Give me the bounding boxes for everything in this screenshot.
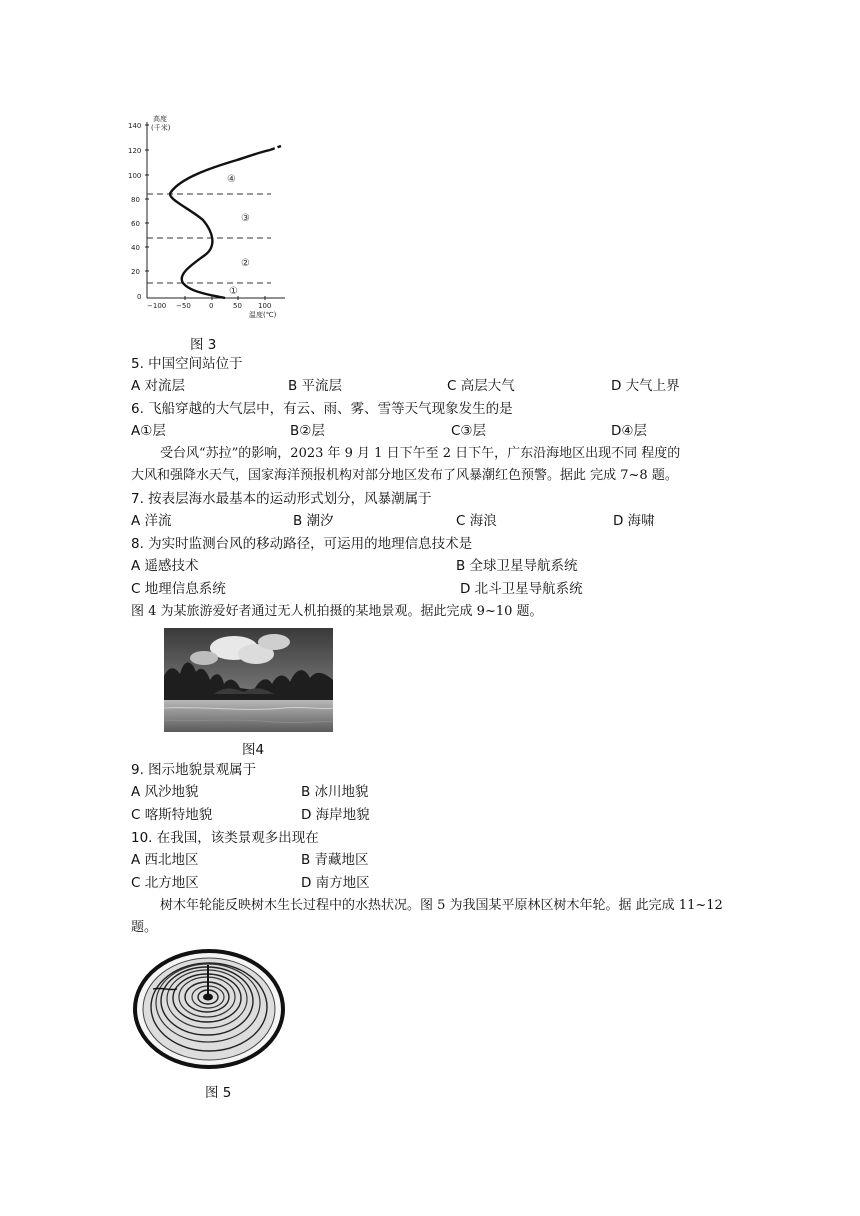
q7-option-c[interactable]: C 海浪 xyxy=(456,513,497,529)
q9-stem: 9. 图示地貌景观属于 xyxy=(131,762,257,778)
q7-option-b[interactable]: B 潮汐 xyxy=(293,513,334,529)
y-tick: 120 xyxy=(128,147,142,155)
x-axis-title: 温度(℃) xyxy=(249,311,277,319)
fig4-photo xyxy=(164,628,333,732)
q10-stem: 10. 在我国，该类景观多出现在 xyxy=(131,830,319,846)
fig3-chart xyxy=(125,112,300,324)
y-tick: 60 xyxy=(131,220,140,228)
y-tick: 40 xyxy=(131,244,140,252)
q7-option-a[interactable]: A 洋流 xyxy=(131,513,172,529)
q9-option-d[interactable]: D 海岸地貌 xyxy=(301,807,370,823)
fig3-caption: 图 3 xyxy=(190,337,217,353)
q6-option-c[interactable]: C③层 xyxy=(451,423,487,439)
passage1-line1: 受台风“苏拉”的影响，2023 年 9 月 1 日下午至 2 日下午，广东沿海地区出现不同 程度的 xyxy=(160,446,681,461)
q6-option-b[interactable]: B②层 xyxy=(290,423,325,439)
x-tick: 50 xyxy=(233,302,242,310)
q5-option-b[interactable]: B 平流层 xyxy=(288,378,343,394)
q10-option-a[interactable]: A 西北地区 xyxy=(131,852,199,868)
y-axis-unit: (千米) xyxy=(151,124,171,132)
passage1-line2: 大风和强降水天气，国家海洋预报机构对部分地区发布了风暴潮红色预警。据此 完成 7~8 题。 xyxy=(131,468,678,483)
q7-stem: 7. 按表层海水最基本的运动形式划分，风暴潮属于 xyxy=(131,491,432,507)
q5-option-a[interactable]: A 对流层 xyxy=(131,378,186,394)
q5-option-c[interactable]: C 高层大气 xyxy=(447,378,515,394)
q6-option-a[interactable]: A①层 xyxy=(131,423,166,439)
q9-option-c[interactable]: C 喀斯特地貌 xyxy=(131,807,213,823)
q5-option-d[interactable]: D 大气上界 xyxy=(611,378,680,394)
temperature-curve-extension xyxy=(270,146,281,150)
layer-label: ④ xyxy=(227,174,236,185)
y-tick: 0 xyxy=(137,293,142,301)
y-tick: 100 xyxy=(128,172,142,180)
x-tick: −100 xyxy=(147,302,167,310)
x-tick: 0 xyxy=(209,302,214,310)
fig4-caption: 图4 xyxy=(242,742,265,758)
q5-stem: 5. 中国空间站位于 xyxy=(131,356,243,372)
q9-option-a[interactable]: A 风沙地貌 xyxy=(131,784,199,800)
q6-stem: 6. 飞船穿越的大气层中，有云、雨、雾、雪等天气现象发生的是 xyxy=(131,401,513,417)
q8-stem: 8. 为实时监测台风的移动路径，可运用的地理信息技术是 xyxy=(131,536,473,552)
x-tick: −50 xyxy=(176,302,191,310)
fig5-caption: 图 5 xyxy=(205,1085,232,1101)
q6-option-d[interactable]: D④层 xyxy=(611,423,647,439)
layer-label: ① xyxy=(229,286,238,297)
q8-option-a[interactable]: A 遥感技术 xyxy=(131,558,199,574)
q8-option-c[interactable]: C 地理信息系统 xyxy=(131,581,226,597)
q7-option-d[interactable]: D 海啸 xyxy=(613,513,655,529)
fig4-intro: 图 4 为某旅游爱好者通过无人机拍摄的某地景观。据此完成 9~10 题。 xyxy=(131,604,543,619)
q9-option-b[interactable]: B 冰川地貌 xyxy=(301,784,369,800)
fig5-tree-rings xyxy=(133,947,285,1071)
y-tick: 80 xyxy=(131,196,140,204)
q10-option-b[interactable]: B 青藏地区 xyxy=(301,852,369,868)
passage2-line1: 树木年轮能反映树木生长过程中的水热状况。图 5 为我国某平原林区树木年轮。据 此完成 11~12 xyxy=(160,898,723,913)
layer-label: ② xyxy=(241,258,250,269)
y-tick: 140 xyxy=(128,122,142,130)
x-tick: 100 xyxy=(258,302,272,310)
q8-option-b[interactable]: B 全球卫星导航系统 xyxy=(456,558,578,574)
q10-option-d[interactable]: D 南方地区 xyxy=(301,875,370,891)
q8-option-d[interactable]: D 北斗卫星导航系统 xyxy=(460,581,583,597)
q10-option-c[interactable]: C 北方地区 xyxy=(131,875,199,891)
y-tick: 20 xyxy=(131,268,140,276)
layer-label: ③ xyxy=(241,213,250,224)
y-axis-title: 高度 xyxy=(153,115,167,123)
passage2-line2: 题。 xyxy=(131,920,158,935)
temperature-curve xyxy=(170,150,270,298)
